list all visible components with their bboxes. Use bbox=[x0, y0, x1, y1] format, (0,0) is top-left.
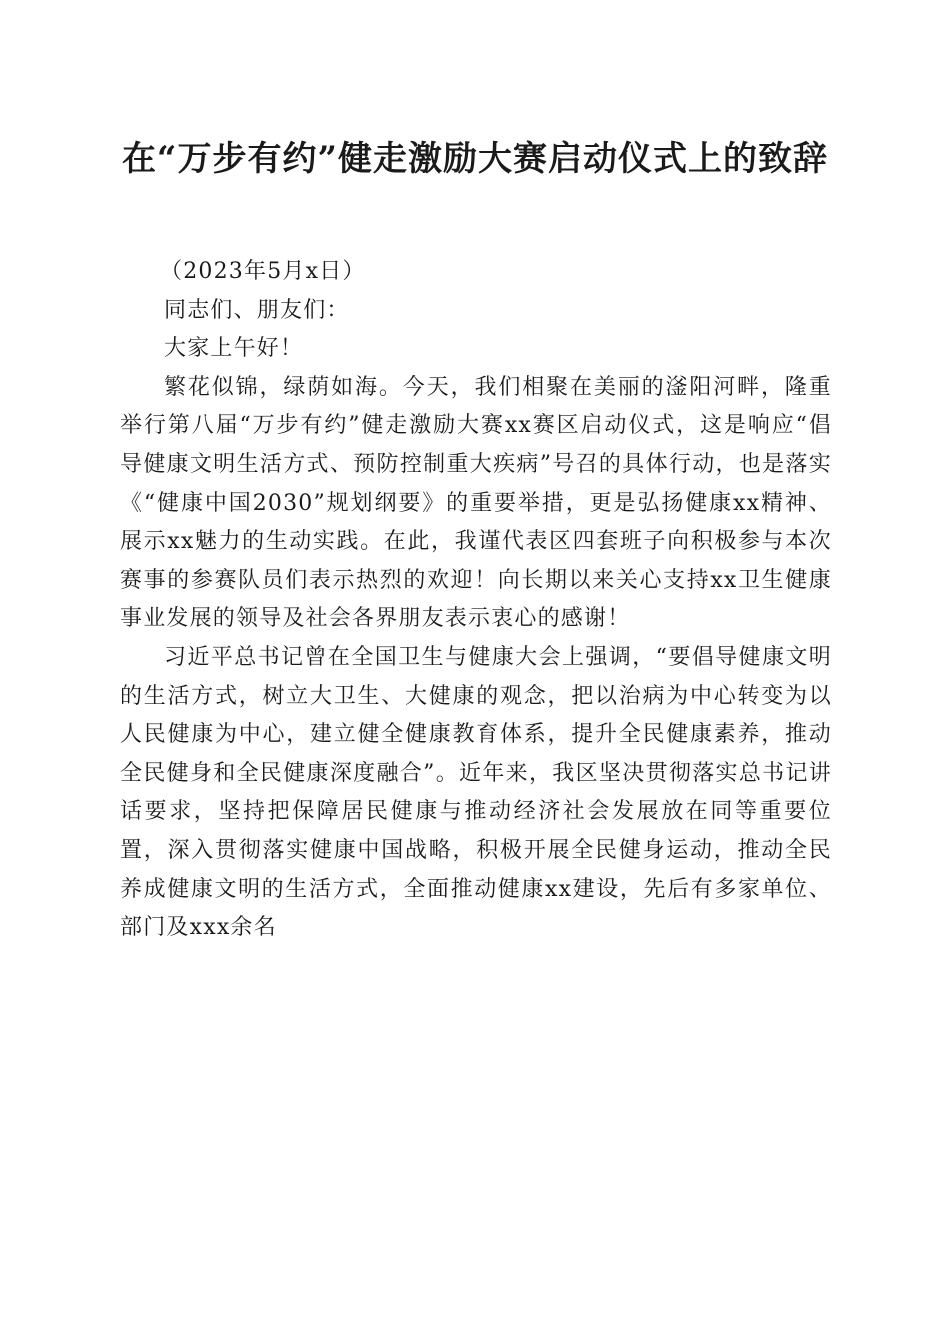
paragraph: 习近平总书记曾在全国卫生与健康大会上强调，“要倡导健康文明的生活方式，树立大卫生、大健康的观念，把以治病为中心转变为以人民健康为中心，建立健全健康教育体系，提升全民健康素养，推动全民健身和全民健康深度融合”。近年来，我区坚决贯彻落实总书记讲话要求，坚持把保障居民健康与推动经济社会发展放在同等重要位置，深入贯彻落实健康中国战略，积极开展全民健身运动，推动全民养成健康文明的生活方式，全面推动健康xx建设，先后有多家单位、部门及xxx余名 bbox=[120, 644, 832, 941]
speech-date: （2023年5月x日） bbox=[160, 259, 366, 284]
document-body bbox=[120, 253, 832, 948]
greeting: 大家上午好！ bbox=[164, 336, 304, 362]
paragraph: 繁花似锦，绿荫如海。今天，我们相聚在美丽的滏阳河畔，隆重举行第八届“万步有约”健走激励大赛xx赛区启动仪式，这是响应“倡导健康文明生活方式、预防控制重大疾病”号召的具体行动，也是落实《“健康中国2030”规划纲要》的重要举措，更是弘扬健康xx精神、展示xx魅力的生动实践。在此，我谨代表区四套班子向积极参与本次赛事的参赛队员们表示热烈的欢迎！向长期以来关心支持xx卫生健康事业发展的领导及社会各界朋友表示衷心的感谢！ bbox=[120, 374, 832, 632]
document-title: 在“万步有约”健走激励大赛启动仪式上的致辞 bbox=[121, 139, 829, 179]
salutation: 同志们、朋友们： bbox=[164, 297, 350, 323]
